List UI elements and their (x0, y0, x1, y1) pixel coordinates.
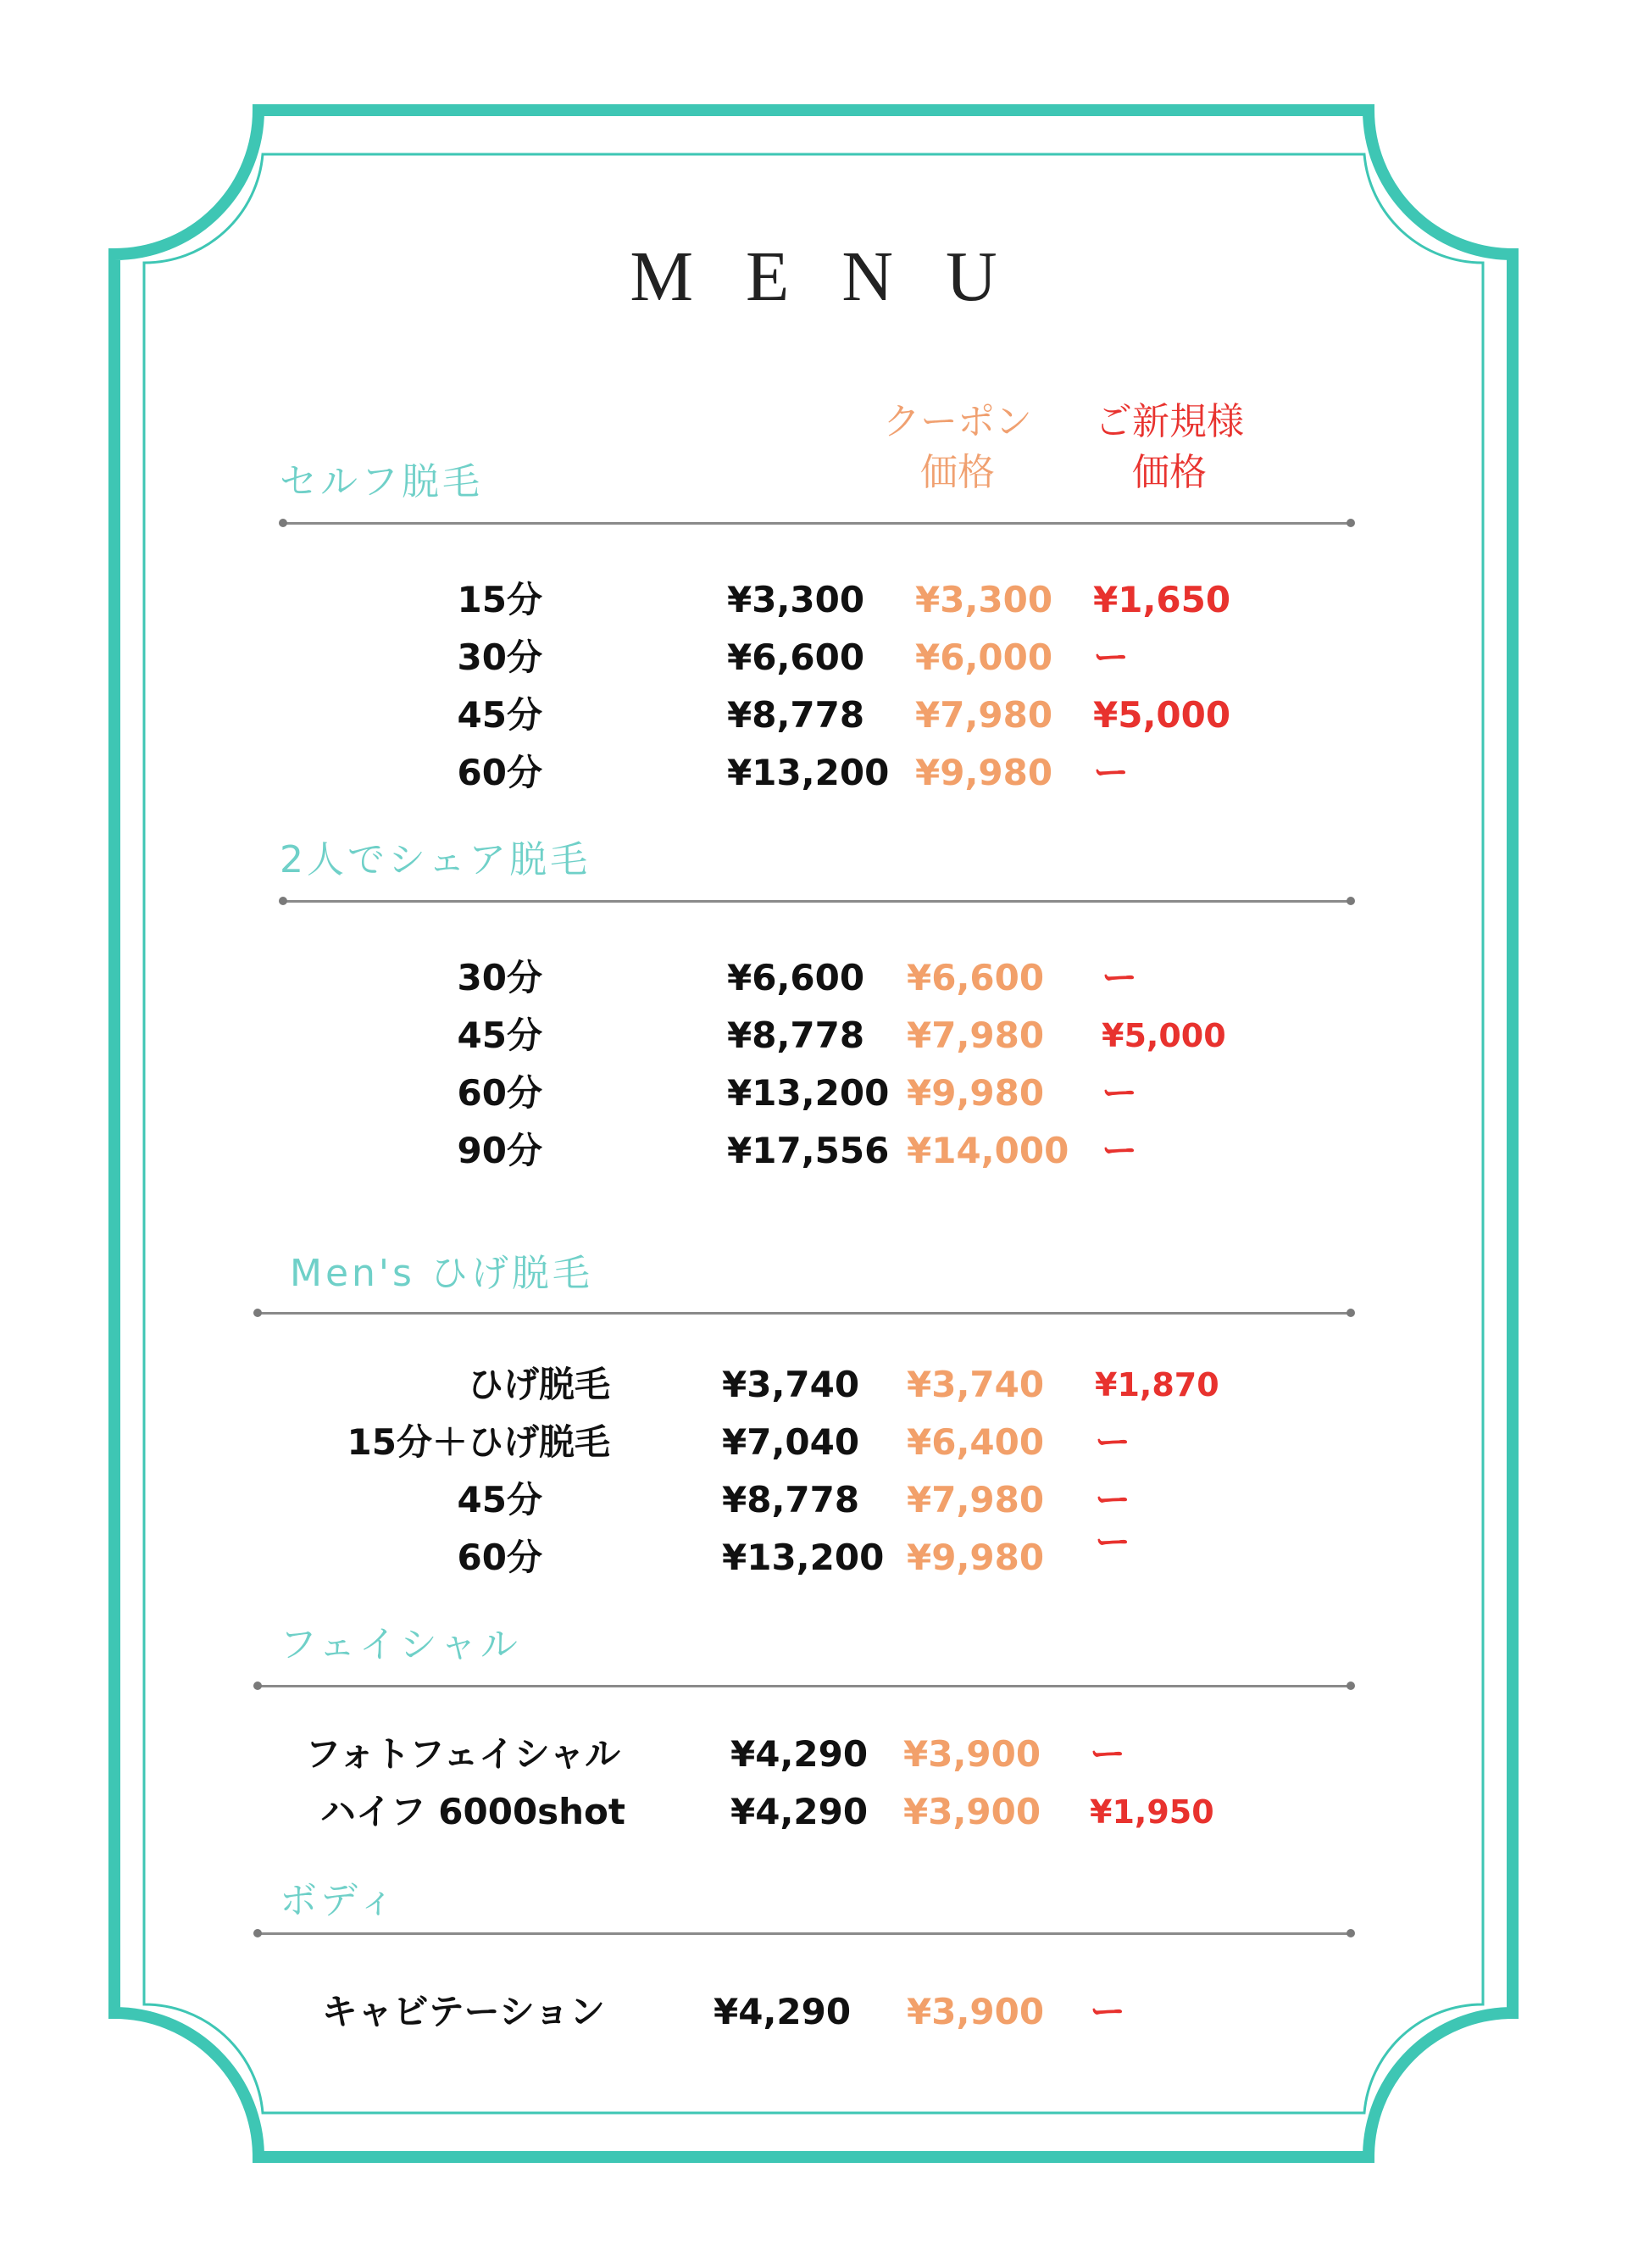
item-new-customer-price: ¥1,950 (1090, 1793, 1214, 1831)
menu-row (0, 1521, 1627, 1583)
item-coupon-price: ¥3,300 (915, 579, 1053, 620)
section-divider (257, 1932, 1352, 1935)
section-title-share: 2人でシェア脱毛 (280, 838, 591, 881)
menu-row (0, 1417, 1627, 1468)
item-price: ¥3,740 (722, 1364, 860, 1405)
item-coupon-price: ¥6,400 (907, 1421, 1045, 1463)
item-name: ハイフ 6000shot (319, 1791, 625, 1832)
section-divider (282, 900, 1352, 903)
new-customer-header-line1: ご新規様 (1095, 400, 1244, 443)
item-name: フォトフェイシャル (305, 1733, 620, 1775)
item-price: ¥8,778 (727, 694, 865, 736)
item-coupon-price: ¥3,900 (903, 1791, 1041, 1832)
item-name: 60分 (457, 1072, 542, 1114)
item-new-customer-price: ー (1095, 1521, 1131, 1563)
item-new-customer-price: ¥5,000 (1102, 1017, 1226, 1054)
section-divider (257, 1312, 1352, 1315)
menu-row (0, 748, 1627, 798)
item-price: ¥6,600 (727, 636, 865, 678)
item-new-customer-price: ¥1,870 (1095, 1366, 1219, 1404)
item-coupon-price: ¥6,000 (915, 636, 1053, 678)
item-name: 90分 (457, 1130, 542, 1171)
item-new-customer-price: ー (1090, 1991, 1126, 2032)
menu-row (0, 1010, 1627, 1061)
menu-row (0, 575, 1627, 625)
item-name: 30分 (457, 957, 542, 998)
item-new-customer-price: ー (1102, 1130, 1138, 1171)
item-new-customer-price: ー (1093, 752, 1130, 793)
new-customer-price-header (1068, 397, 1271, 498)
item-price: ¥13,200 (727, 752, 890, 793)
coupon-price-header (856, 397, 1059, 498)
item-coupon-price: ¥9,980 (907, 1072, 1045, 1114)
item-new-customer-price: ー (1095, 1479, 1131, 1520)
item-price: ¥13,200 (722, 1537, 885, 1578)
item-coupon-price: ¥9,980 (915, 752, 1053, 793)
item-price: ¥6,600 (727, 957, 865, 998)
item-coupon-price: ¥6,600 (907, 957, 1045, 998)
item-price: ¥4,290 (730, 1791, 869, 1832)
item-price: ¥3,300 (727, 579, 865, 620)
item-coupon-price: ¥3,900 (907, 1991, 1045, 2032)
section-title-facial: フェイシャル (280, 1623, 521, 1666)
section-title-body: ボディ (280, 1879, 399, 1922)
item-price: ¥4,290 (714, 1991, 852, 2032)
item-price: ¥17,556 (727, 1130, 890, 1171)
item-name: 45分 (457, 1014, 542, 1056)
coupon-header-line1: クーポン (883, 400, 1032, 443)
item-name: キャビテーション (321, 1991, 605, 2032)
item-name: 60分 (457, 1537, 542, 1578)
item-new-customer-price: ー (1102, 1072, 1138, 1114)
item-new-customer-price: ー (1090, 1733, 1126, 1775)
item-coupon-price: ¥14,000 (907, 1130, 1069, 1171)
menu-row (0, 1359, 1627, 1410)
menu-row (0, 1475, 1627, 1526)
item-price: ¥13,200 (727, 1072, 890, 1114)
item-new-customer-price: ー (1095, 1421, 1131, 1463)
item-new-customer-price: ー (1102, 957, 1138, 998)
item-price: ¥8,778 (727, 1014, 865, 1056)
section-divider (282, 522, 1352, 525)
item-name: 15分＋ひげ脱毛 (347, 1421, 610, 1463)
menu-row (0, 1126, 1627, 1176)
item-name: ひげ脱毛 (467, 1364, 610, 1405)
section-title-self: セルフ脱毛 (280, 460, 483, 503)
item-name: 45分 (457, 1479, 542, 1520)
menu-row (0, 690, 1627, 741)
page-title: MENU (630, 237, 1050, 316)
item-new-customer-price: ¥1,650 (1093, 579, 1231, 620)
section-divider (257, 1685, 1352, 1687)
item-new-customer-price: ー (1093, 636, 1130, 678)
menu-row (0, 1787, 1627, 1837)
menu-row (0, 953, 1627, 1003)
item-name: 15分 (457, 579, 542, 620)
item-coupon-price: ¥7,980 (907, 1479, 1045, 1520)
item-coupon-price: ¥7,980 (915, 694, 1053, 736)
item-price: ¥4,290 (730, 1733, 869, 1775)
item-name: 60分 (457, 752, 542, 793)
menu-row (0, 1729, 1627, 1780)
item-name: 30分 (457, 636, 542, 678)
item-coupon-price: ¥3,900 (903, 1733, 1041, 1775)
item-coupon-price: ¥7,980 (907, 1014, 1045, 1056)
menu-row (0, 632, 1627, 683)
item-name: 45分 (457, 694, 542, 736)
item-price: ¥7,040 (722, 1421, 860, 1463)
item-new-customer-price: ¥5,000 (1093, 694, 1231, 736)
section-title-mens-beard: Men's ひげ脱毛 (290, 1252, 593, 1295)
new-customer-header-line2: 価格 (1132, 451, 1207, 494)
menu-row (0, 1068, 1627, 1119)
coupon-header-line2: 価格 (920, 451, 995, 494)
item-coupon-price: ¥3,740 (907, 1364, 1045, 1405)
item-price: ¥8,778 (722, 1479, 860, 1520)
item-coupon-price: ¥9,980 (907, 1537, 1045, 1578)
menu-row (0, 1987, 1627, 2037)
